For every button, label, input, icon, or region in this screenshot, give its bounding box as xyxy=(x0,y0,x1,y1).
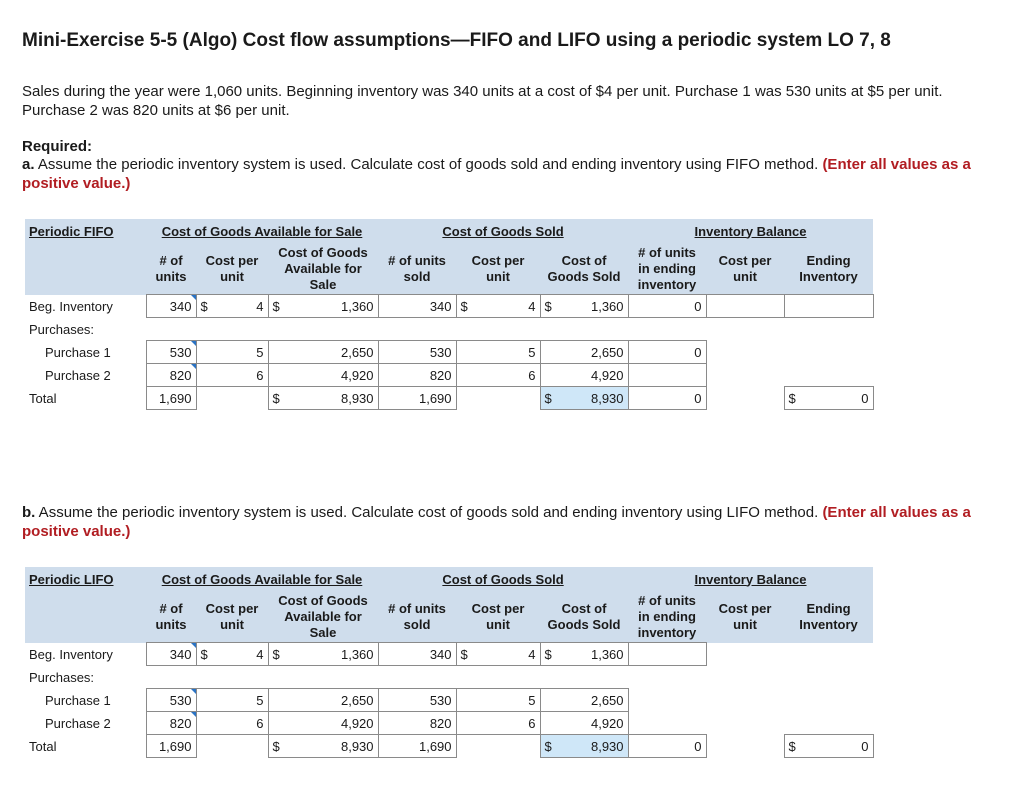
lifo-col-units-sold: # of units sold xyxy=(378,591,456,643)
lifo-beg-total-input[interactable]: $ 1,360 xyxy=(268,643,378,666)
fifo-p1-sold-cost-input[interactable]: 5 xyxy=(456,341,540,364)
fifo-total-sold-input[interactable]: 1,690 xyxy=(378,387,456,410)
fifo-beg-cogs-input[interactable]: $ 1,360 xyxy=(540,295,628,318)
row-label-p1: Purchase 1 xyxy=(45,692,111,708)
fifo-p1-cogs-input[interactable]: 2,650 xyxy=(540,341,628,364)
currency-sign: $ xyxy=(544,390,552,406)
part-a-prefix: a. xyxy=(22,156,35,173)
lifo-p2-sold-input[interactable]: 820 xyxy=(378,712,456,735)
lifo-p2-total-input[interactable]: 4,920 xyxy=(268,712,378,735)
fifo-row-beg xyxy=(25,295,873,318)
lifo-total-cogs-input[interactable]: $ 8,930 xyxy=(540,735,628,758)
lifo-col-end-cost-per-unit: Cost per unit xyxy=(706,591,784,643)
lifo-row-p1 xyxy=(25,689,873,712)
lifo-col-ending-inventory: Ending Inventory xyxy=(784,591,873,643)
lifo-p2-cost-input[interactable]: 6 xyxy=(196,712,268,735)
page-title: Mini-Exercise 5-5 (Algo) Cost flow assumptions—FIFO and LIFO using a periodic system LO 7, 8 xyxy=(22,30,891,51)
currency-sign: $ xyxy=(544,298,552,314)
part-b-text: Assume the periodic inventory system is used. Calculate cost of goods sold and ending inventory using LIFO method. xyxy=(35,504,823,521)
fifo-row-p2 xyxy=(25,364,873,387)
lifo-p1-cogs-input[interactable]: 2,650 xyxy=(540,689,628,712)
fifo-beg-end-cost-input[interactable] xyxy=(706,295,784,318)
fifo-row-purchases xyxy=(25,318,873,341)
currency-sign: $ xyxy=(544,646,552,662)
part-b-note: (Enter all values as a positive value.) xyxy=(22,504,971,540)
row-label-p1: Purchase 1 xyxy=(45,344,111,360)
lifo-total-units-input[interactable]: 1,690 xyxy=(146,735,196,758)
fifo-total-units-input[interactable]: 1,690 xyxy=(146,387,196,410)
part-b-instructions xyxy=(22,503,997,541)
lifo-table-label: Periodic LIFO xyxy=(25,567,146,591)
fifo-cogas-header: Cost of Goods Available for Sale xyxy=(146,219,378,243)
currency-sign: $ xyxy=(272,738,280,754)
row-label-p2: Purchase 2 xyxy=(45,715,111,731)
lifo-row-beg xyxy=(25,643,873,666)
fifo-col-cogs: Cost of Goods Sold xyxy=(540,243,628,295)
row-label-purchases: Purchases: xyxy=(29,321,95,337)
currency-sign: $ xyxy=(460,646,468,662)
fifo-beg-sold-input[interactable]: 340 xyxy=(378,295,456,318)
lifo-col-units-ending: # of units in ending inventory xyxy=(628,591,706,643)
fifo-total-cogs-input[interactable]: $ 8,930 xyxy=(540,387,628,410)
part-a-text: Assume the periodic inventory system is used. Calculate cost of goods sold and ending inventory using FIFO method. xyxy=(34,156,823,173)
part-a-instructions xyxy=(22,155,997,193)
lifo-p2-sold-cost-input[interactable]: 6 xyxy=(456,712,540,735)
fifo-p1-total-input[interactable]: 2,650 xyxy=(268,341,378,364)
lifo-p1-total-input[interactable]: 2,650 xyxy=(268,689,378,712)
part-b-prefix: b. xyxy=(22,504,36,521)
lifo-table xyxy=(25,567,874,758)
lifo-total-cogas-input[interactable]: $ 8,930 xyxy=(268,735,378,758)
fifo-p2-sold-input[interactable]: 820 xyxy=(378,364,456,387)
fifo-col-units: # of units xyxy=(146,243,196,295)
currency-sign: $ xyxy=(788,390,796,406)
currency-sign: $ xyxy=(272,298,280,314)
fifo-col-cost-per-unit: Cost per unit xyxy=(196,243,268,295)
fifo-beg-units-input[interactable]: 340 xyxy=(146,295,196,318)
fifo-col-units-ending: # of units in ending inventory xyxy=(628,243,706,295)
lifo-beg-cogs-input[interactable]: $ 1,360 xyxy=(540,643,628,666)
row-label-purchases: Purchases: xyxy=(29,669,95,685)
row-label-beg: Beg. Inventory xyxy=(29,646,113,662)
fifo-beg-total-input[interactable]: $ 1,360 xyxy=(268,295,378,318)
fifo-col-units-sold: # of units sold xyxy=(378,243,456,295)
required-label: Required: xyxy=(22,138,93,155)
lifo-row-purchases xyxy=(25,666,873,689)
fifo-p1-units-input[interactable]: 530 xyxy=(146,341,196,364)
lifo-row-p2 xyxy=(25,712,873,735)
lifo-col-cost-per-unit: Cost per unit xyxy=(196,591,268,643)
row-label-total: Total xyxy=(29,390,57,406)
fifo-cogs-header: Cost of Goods Sold xyxy=(378,219,628,243)
currency-sign: $ xyxy=(788,738,796,754)
currency-sign: $ xyxy=(544,738,552,754)
currency-sign: $ xyxy=(200,298,208,314)
currency-sign: $ xyxy=(272,390,280,406)
lifo-col-cogas: Cost of Goods Available for Sale xyxy=(268,591,378,643)
fifo-beg-cost-input[interactable]: $ 4 xyxy=(196,295,268,318)
fifo-p2-cogs-input[interactable]: 4,920 xyxy=(540,364,628,387)
lifo-p1-cost-input[interactable]: 5 xyxy=(196,689,268,712)
lifo-total-end-units-input[interactable]: 0 xyxy=(628,735,706,758)
fifo-p1-cost-input[interactable]: 5 xyxy=(196,341,268,364)
fifo-total-ending-input[interactable]: $ 0 xyxy=(784,387,873,410)
currency-sign: $ xyxy=(200,646,208,662)
lifo-beg-sold-input[interactable]: 340 xyxy=(378,643,456,666)
fifo-p2-total-input[interactable]: 4,920 xyxy=(268,364,378,387)
intro-text: Sales during the year were 1,060 units. Beginning inventory was 340 units at a cost of $4 per unit. Purchase 1 was 530 units at $5 per unit. Purchase 2 was 820 units at $6 per unit. xyxy=(22,83,943,119)
lifo-beg-end-units-input[interactable] xyxy=(628,643,706,666)
fifo-p2-end-units-input[interactable] xyxy=(628,364,706,387)
fifo-col-cogas: Cost of Goods Available for Sale xyxy=(268,243,378,295)
lifo-p1-units-input[interactable]: 530 xyxy=(146,689,196,712)
fifo-row-total xyxy=(25,387,873,410)
row-label-total: Total xyxy=(29,738,57,754)
lifo-cogas-header: Cost of Goods Available for Sale xyxy=(146,567,378,591)
part-a-note: (Enter all values as a positive value.) xyxy=(22,156,971,192)
lifo-beg-sold-cost-input[interactable]: $ 4 xyxy=(456,643,540,666)
fifo-table-label: Periodic FIFO xyxy=(25,219,146,243)
row-label-p2: Purchase 2 xyxy=(45,367,111,383)
fifo-total-end-units-input[interactable]: 0 xyxy=(628,387,706,410)
fifo-col-sold-cost-per-unit: Cost per unit xyxy=(456,243,540,295)
row-label-beg: Beg. Inventory xyxy=(29,298,113,314)
lifo-col-units: # of units xyxy=(146,591,196,643)
lifo-beg-cost-input[interactable]: $ 4 xyxy=(196,643,268,666)
fifo-p2-units-input[interactable]: 820 xyxy=(146,364,196,387)
lifo-inventory-balance-header: Inventory Balance xyxy=(628,567,873,591)
fifo-beg-ending-input[interactable] xyxy=(784,295,873,318)
lifo-col-cogs: Cost of Goods Sold xyxy=(540,591,628,643)
lifo-p2-units-input[interactable]: 820 xyxy=(146,712,196,735)
lifo-row-total xyxy=(25,735,873,758)
fifo-beg-end-units-input[interactable]: 0 xyxy=(628,295,706,318)
lifo-p1-sold-input[interactable]: 530 xyxy=(378,689,456,712)
fifo-beg-sold-cost-input[interactable]: $ 4 xyxy=(456,295,540,318)
lifo-p2-cogs-input[interactable]: 4,920 xyxy=(540,712,628,735)
fifo-p1-sold-input[interactable]: 530 xyxy=(378,341,456,364)
fifo-table xyxy=(25,219,874,410)
fifo-col-end-cost-per-unit: Cost per unit xyxy=(706,243,784,295)
fifo-total-cogas-input[interactable]: $ 8,930 xyxy=(268,387,378,410)
fifo-p1-end-units-input[interactable]: 0 xyxy=(628,341,706,364)
lifo-cogs-header: Cost of Goods Sold xyxy=(378,567,628,591)
lifo-col-sold-cost-per-unit: Cost per unit xyxy=(456,591,540,643)
fifo-col-ending-inventory: Ending Inventory xyxy=(784,243,873,295)
lifo-p1-sold-cost-input[interactable]: 5 xyxy=(456,689,540,712)
currency-sign: $ xyxy=(272,646,280,662)
lifo-total-ending-input[interactable]: $ 0 xyxy=(784,735,873,758)
currency-sign: $ xyxy=(460,298,468,314)
lifo-total-sold-input[interactable]: 1,690 xyxy=(378,735,456,758)
fifo-p2-sold-cost-input[interactable]: 6 xyxy=(456,364,540,387)
fifo-p2-cost-input[interactable]: 6 xyxy=(196,364,268,387)
lifo-beg-units-input[interactable]: 340 xyxy=(146,643,196,666)
fifo-row-p1 xyxy=(25,341,873,364)
fifo-inventory-balance-header: Inventory Balance xyxy=(628,219,873,243)
